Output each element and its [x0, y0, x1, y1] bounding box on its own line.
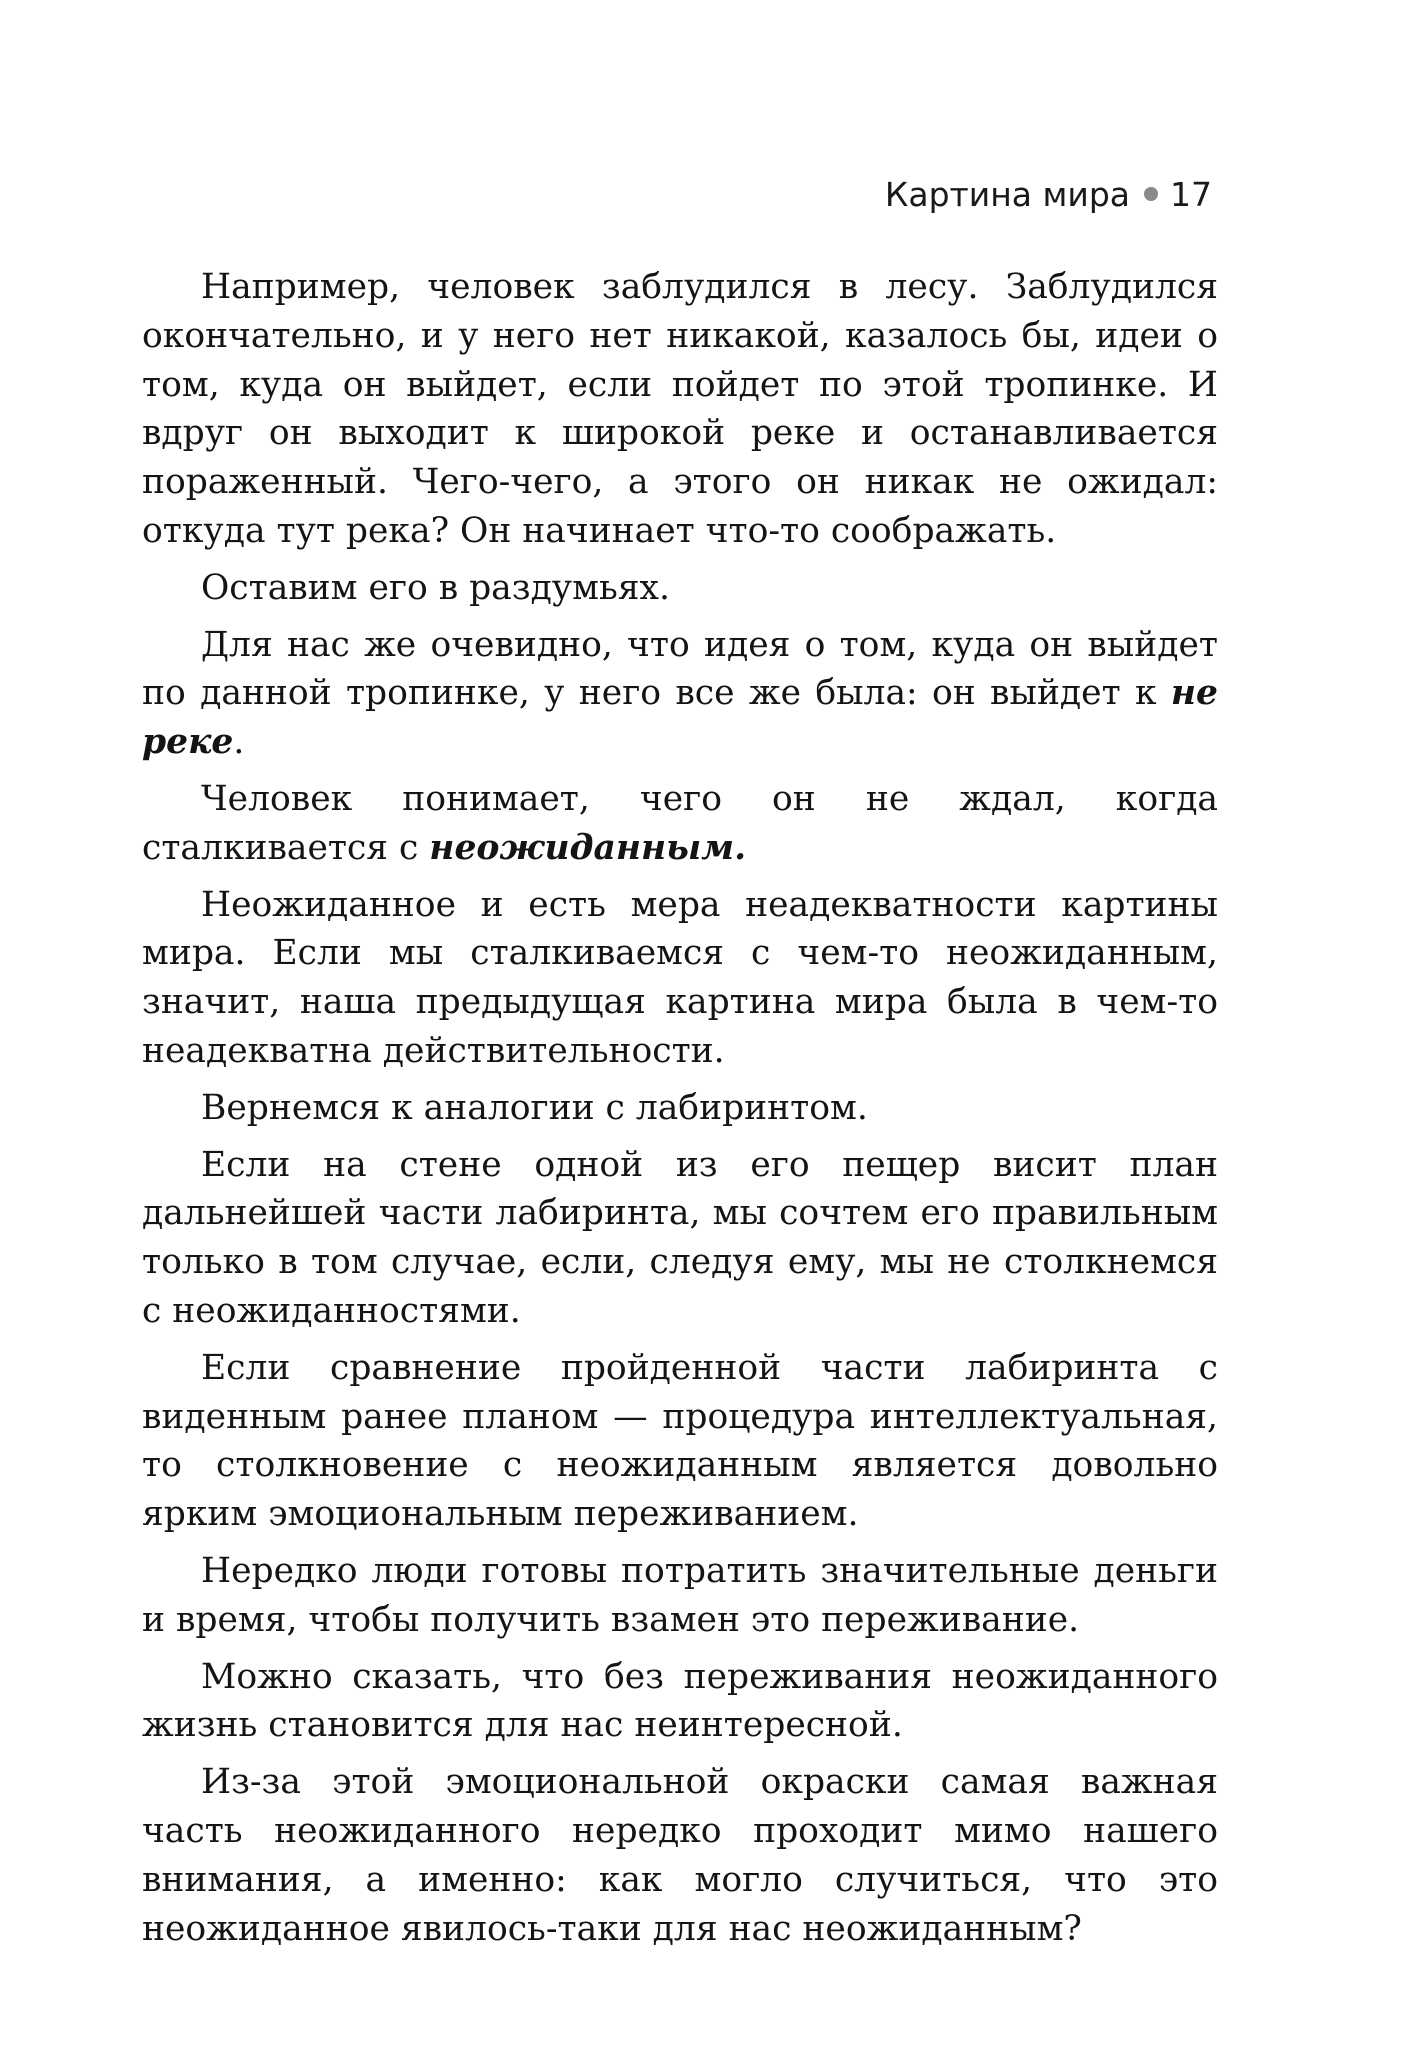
paragraph-3	[142, 621, 1218, 767]
emphasis-ne-reke: не реке	[142, 673, 1218, 763]
paragraph-4-text: Человек понимает, чего он не ждал, когда сталкивается с	[142, 778, 1218, 868]
paragraph-8: Если сравнение пройденной части лабиринта с виденным ранее планом — процедура интеллектуальная, то столкновение с неожиданным является довольно ярким эмоциональным переживанием.	[142, 1347, 1218, 1535]
paragraph-10: Можно сказать, что без переживания неожиданного жизнь становится для нас неинтересной.	[142, 1656, 1218, 1746]
paragraph-4	[142, 775, 1218, 873]
chapter-title: Картина мира	[884, 175, 1130, 214]
page-number: 17	[1170, 175, 1212, 214]
paragraph-11: Из-за этой эмоциональной окраски самая важная часть неожиданного нередко проходит мимо нашего внимания, а именно: как могло случиться, что это неожиданное явилось-таки для нас неожиданным?	[142, 1762, 1218, 1949]
paragraph-3-text: Для нас же очевидно, что идея о том, куда он выйдет по данной тропинке, у него все же была: он выйдет к	[142, 624, 1218, 714]
emphasis-neozhidannym: неожиданным.	[429, 827, 747, 868]
running-head	[884, 175, 1212, 214]
bullet-separator-icon	[1144, 187, 1158, 201]
body-text	[142, 263, 1218, 1953]
paragraph-7: Если на стене одной из его пещер висит план дальнейшей части лабиринта, мы сочтем его правильным только в том случае, если, следуя ему, мы не столкнемся с неожиданностями.	[142, 1144, 1218, 1331]
paragraph-3-end: .	[233, 722, 245, 763]
paragraph-9: Нередко люди готовы потратить значительные деньги и время, чтобы получить взамен это переживание.	[142, 1550, 1218, 1640]
paragraph-6: Вернемся к аналогии с лабиринтом.	[201, 1087, 868, 1128]
paragraph-1: Например, человек заблудился в лесу. Заблудился окончательно, и у него нет никакой, казалось бы, идеи о том, куда он выйдет, если пойдет по этой тропинке. И вдруг он выходит к широкой реке и останавливается пораженный. Чего-чего, а этого он никак не ожидал: откуда тут река? Он начинает что-то соображать.	[142, 267, 1218, 551]
paragraph-5: Неожиданное и есть мера неадекватности картины мира. Если мы сталкиваемся с чем-то неожиданным, значит, наша предыдущая картина мира была в чем-то неадекватна действительности.	[142, 884, 1218, 1071]
paragraph-2: Оставим его в раздумьях.	[201, 567, 670, 608]
